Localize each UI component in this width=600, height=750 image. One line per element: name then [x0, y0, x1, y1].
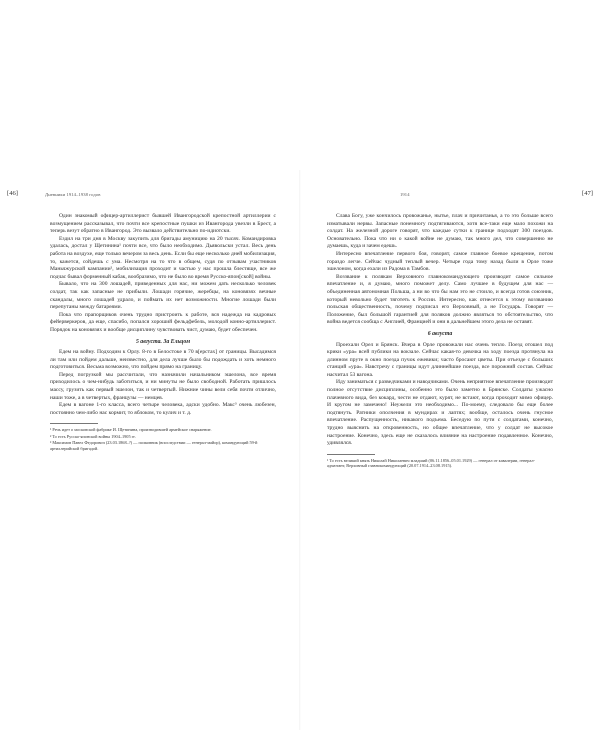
- left-page-body: [50, 213, 276, 452]
- date-heading: 6 августа: [427, 330, 453, 337]
- paragraph: Едем в вагоне 1-го класса, всего четыре человека, адски удобно. Макс³ очень любезен, постоянно чем-либо нас кормит, то яблоком, то кулич и т. д.: [50, 402, 276, 416]
- footnote-rule: [327, 454, 375, 455]
- footnote: ² То есть Русско-японской войны 1904–1905 гг.: [50, 433, 136, 439]
- paragraph: Воззвание к полякам Верховного главнокомандующего производит самое сильное впечатление и, я думаю, много поможет делу. Само лучшее в будущем для нас — объединенная автономная Польша, а ни во что бы нам это не стоило, и всегда готов союзник, который невольно будет тяготеть к России. Интересно, как отнесется к этому воззванию польская общественность, почему подписал его Верховный, а не Государь. Говорят — Положение, был большой гарантией для поляков должно являться то обстоятельство, что война ведется сообща с Англией, Францией и они в дальнейшем этого дела не оставят.: [327, 273, 553, 326]
- left-page-number: [46]: [7, 190, 18, 197]
- paragraph: Интересно впечатление первого боя, говорят, самое главное боевое крещение, потом гораздо легче. Сейчас чудный теплый вечер. Четыре года тому назад были в Орле тоже эшелоном, когда ехали из Радома в Тамбов.: [327, 250, 553, 273]
- paragraph: Иду заниматься с разведчиками и наводчиками. Очень неприятное впечатление производит полное отсутствие дисциплины, особенно это было заметно в Брянске. Солдаты ужасно плачевного вида, без кокард, чести не отдают, курят, не встают, когда проходит мимо офицер. И кругом не замечено! Неужели это необходимо... По-моему, следовало бы еще более подтянуть. Ратники ополчения в мундирах и лаптях; вообще, осталось очень гнусное впечатление. Распущенность, никакого подъема. Беседую по пути с солдатами, конечно, трудно выяснить на откровенность, но общее впечатление, что у солдат не высокое настроение. Конечно, здесь еще не сказалось влияние на настроение подавленное. Конечно, удивлялся.: [327, 379, 553, 447]
- paragraph: Слава Богу, уже кончилось провожанье, нытье, плач и причитанья, а то это больше всего изматывали нервы. Запасные понемногу подтягиваются, хотя все-таки еще мало похожи на солдат. На железной дороге говорят, что каждые сутки к границе подходят 300 поездов. Основательно. Пока что ни о какой войне не думаю, так много дел, что совершенно не думаешь, куда и зачем едешь.: [327, 213, 553, 250]
- footnote: ¹ Речь идет о московской фабрике И. Щетинина, производившей армейское снаряжение.: [50, 427, 212, 433]
- date-heading: 5 августа. За Ельцом: [135, 338, 191, 345]
- paragraph: Пока что прапорщиков очень трудно пристроить к работе, вся надежда на кадровых фейерверкеров, да еще, спасибо, попался хороший фельдфебель, молодой конно-артиллерист. Порядок на коновязях и вообще дисциплину чувствовать чист, думаю, будет обеспечен.: [50, 311, 276, 333]
- paragraph: Едем на войну. Подходим к Орлу. 8-го в Белостоке в 70 в[ерстах] от границы. Высадимся ли там или пойдем дальше, неизвестно, для дела лучше было бы подождать и хоть немного подготовиться. Весьма возможно, что пойдем прямо на границу.: [50, 349, 276, 371]
- footnote-rule: [50, 423, 98, 424]
- left-running-head: Дневники 1914–1938 годов: [45, 192, 101, 197]
- paragraph: Ездил на три дня в Москву закупить для бригады амуницию на 20 тысяч. Командировка удалась, достал у Щетинина¹ почти все, что было необходимо. Дьявольски устал. Весь день работа на воздухе, еще только вечером за весь день. Если бы еще несколько дней мобилизация, то, кажется, сойдешь с ума. Несмотря на то что в общем, судя по отзывам участников Маньчжурской кампании², мобилизация проходит и частью у нас прошла блестяще, все же подчас бывал форменный кабак, вообразимо, что не было во время Русско-япон[ской] войны.: [50, 235, 276, 280]
- footnote: ¹ То есть великий князь Николай Николаевич младший (06.11.1856–05.01.1929) — генерал от кавалерии, генерал-адъютант, Верховный главнокомандующий (20.07.1914–23.08.1915).: [327, 457, 535, 469]
- paragraph: Один знакомый офицер-артиллерист бывшей Ивангородской крепостной артиллерии с возмущением рассказывал, что почти все крепостные пушки из Ивангорода увезли в Брест, а теперь везут обратно в Ивангород. Это вызвало действительно по-идиотски.: [50, 213, 276, 235]
- page-gutter: [299, 170, 301, 730]
- right-page-body: [327, 213, 553, 470]
- paragraph: Перед погрузкой мы рассчитали, что назначили начальником эшелона, все время приходилось о чем-нибудь заботиться, и ни минуты не было свободной. Работать пришлось массу, грузить как первый эшелон, так и четвертый. Нижние чины вели себя почти отлично, наши тоже, а в четвертых, французы — немцев.: [50, 371, 276, 401]
- paragraph: Бывало, что на 300 лошадей, приведенных для нас, ни можем дать несколько человек солдат, так как запасные не прибыли. Лошади горячие, жеребцы, на коновязях вечные скандалы, много лошадей удрало, и поймать их нет возможности. Многие лошади были перепутаны между батареями.: [50, 281, 276, 311]
- footnote: ³ Максимов Павел Федорович (23.03.1868–?) — полковник (впоследствии — генерал-майор), командующий 59-й артиллерийской бригадой.: [50, 440, 258, 451]
- right-running-head: 1914: [400, 192, 410, 197]
- right-page-number: [47]: [582, 190, 593, 197]
- paragraph: Проехали Орел и Брянск. Вчера в Орле провожали нас очень тепло. Поезд отошел под крики «ура» всей публики на вокзале. Сейчас какая-то девочка на ходу поезда протянула на длинном пруте в окно поезда пучок ежевики; часто бросают цветы. При отъезде с больших станций «ура». Навстречу с границы идут длиннейшие поезда, все порожний состав. Сейчас насчитал 53 вагона.: [327, 341, 553, 378]
